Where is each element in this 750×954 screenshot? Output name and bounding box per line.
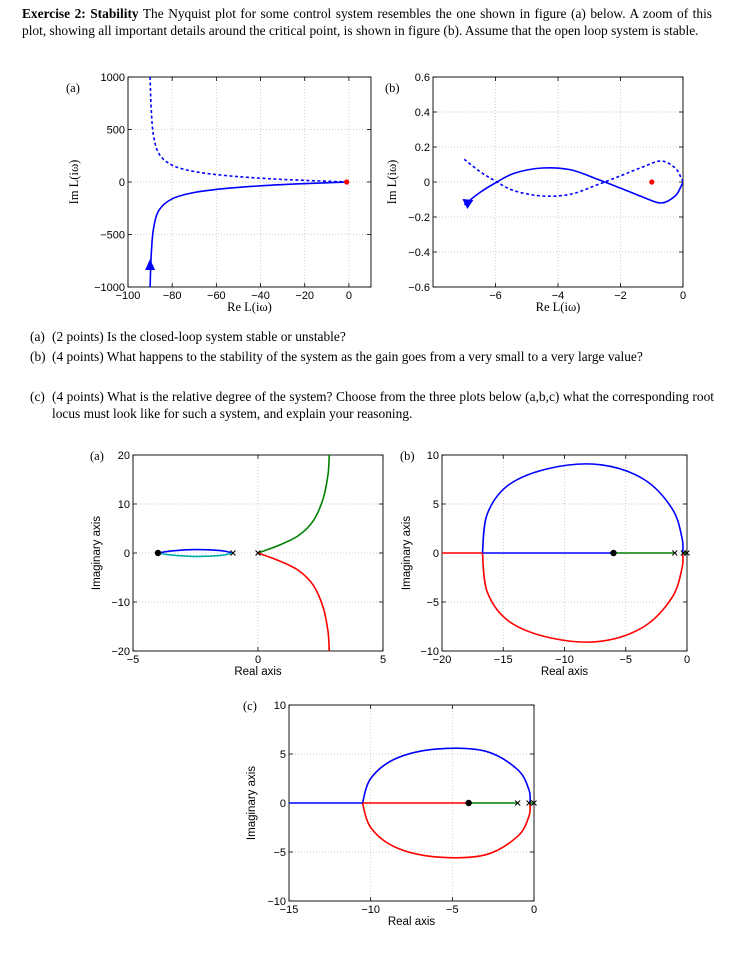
nyquist-b-series-l-i-0 (464, 159, 683, 196)
rootlocus-b-xlabel: Real axis (540, 666, 589, 678)
rootlocus-b-chart (400, 449, 690, 678)
rootlocus-a-ytick-label: 0 (123, 548, 130, 560)
rootlocus-c-ylabel: Imaginary axis (246, 765, 258, 841)
nyquist-b-panel-label: (b) (385, 81, 400, 95)
rootlocus-c-xtick-label: −5 (446, 904, 459, 916)
rootlocus-b-ytick-label: 10 (426, 450, 439, 462)
rootlocus-a-xtick-label: 5 (379, 654, 387, 666)
rootlocus-c-ytick-label: 5 (279, 749, 286, 761)
rootlocus-a-ytick-label: −10 (111, 597, 130, 609)
nyquist-a-panel-label: (a) (66, 81, 80, 95)
nyquist-a-direction-arrow (145, 259, 155, 270)
rootlocus-b-ylabel: Imaginary axis (401, 515, 413, 591)
question-c-label: (c) (30, 389, 45, 404)
nyquist-b-xtick-label: −6 (489, 290, 502, 302)
nyquist-b-ytick-label: 0 (423, 177, 430, 189)
rootlocus-c-xtick-label: −10 (361, 904, 381, 916)
nyquist-b-xtick-label: −2 (614, 290, 627, 302)
rootlocus-c-ytick-label: −10 (267, 896, 286, 908)
question-b (30, 348, 714, 365)
rootlocus-a-series-branch-2 (158, 553, 233, 556)
rootlocus-b-series-branch-1 (482, 464, 683, 553)
rootlocus-c-xtick-label: 0 (530, 904, 538, 916)
rootlocus-a-xlabel: Real axis (234, 666, 282, 678)
rootlocus-a-xtick-label: −5 (126, 654, 140, 666)
rootlocus-b-xtick-label: −20 (432, 654, 452, 666)
nyquist-a-xlabel: Re L(iω) (227, 300, 272, 314)
rootlocus-c-panel-label: (c) (243, 699, 257, 713)
rootlocus-b-xtick-label: −10 (555, 654, 574, 666)
exercise-intro-text: The Nyquist plot for some control system resembles the one shown in figure (a) below. A zoom of this plot, showing all important details around the critical point, is shown in figure (b). Assume that the open loop system is stable. (22, 6, 712, 38)
nyquist-b-xtick-label: 0 (679, 290, 687, 302)
nyquist-a-xtick-label: −100 (115, 290, 141, 302)
rootlocus-c-plot-area (289, 748, 534, 858)
rootlocus-c-series-branch-2 (363, 803, 531, 858)
nyquist-a-ytick-label: 0 (118, 177, 125, 189)
nyquist-a-xtick-label: 0 (345, 290, 352, 302)
rootlocus-b-panel-label: (b) (400, 449, 415, 463)
nyquist-a-ylabel: Im L(iω) (67, 159, 81, 205)
rootlocus-b-ytick-label: 0 (432, 548, 439, 560)
nyquist-b-ytick-label: −0.4 (408, 247, 430, 259)
rootlocus-a-zero-marker (155, 550, 161, 556)
rootlocus-b-series-branch-2 (482, 553, 683, 642)
nyquist-b-xtick-label: −4 (551, 290, 565, 302)
rootlocus-b-ytick-label: −5 (426, 597, 439, 609)
nyquist-b-series-l-i-0 (464, 168, 683, 205)
rootlocus-b-ytick-label: 5 (432, 499, 439, 511)
nyquist-b-xlabel: Re L(iω) (535, 300, 581, 314)
nyquist-b-chart (385, 72, 686, 314)
nyquist-a-ytick-label: −500 (100, 229, 125, 242)
rootlocus-a-ytick-label: 10 (117, 499, 130, 511)
rootlocus-b-zero-marker (610, 550, 616, 556)
nyquist-a-xtick-label: −60 (207, 290, 226, 302)
rootlocus-a-plot-area (158, 455, 329, 651)
rootlocus-a-ytick-label: −20 (111, 646, 130, 658)
question-b-text: (4 points) What happens to the stability of the system as the gain goes from a very small to a very large value? (52, 349, 643, 364)
nyquist-b-ylabel: Im L(iω) (385, 159, 399, 205)
nyquist-a-ytick-label: 500 (106, 124, 125, 137)
rootlocus-c-ytick-label: −5 (273, 847, 286, 859)
nyquist-b-ytick-label: 0.4 (414, 107, 430, 119)
nyquist-a-xtick-label: −40 (251, 290, 270, 302)
nyquist-a-xtick-label: −20 (295, 290, 315, 302)
rootlocus-c-ytick-label: 0 (279, 798, 286, 810)
nyquist-a-ytick-label: 1000 (100, 72, 125, 84)
nyquist-b-ytick-label: −0.6 (408, 282, 430, 294)
rootlocus-c-series-branch-1 (363, 748, 531, 803)
nyquist-a-chart (66, 72, 371, 314)
nyquist-b-ytick-label: −0.2 (408, 212, 430, 224)
rootlocus-c-xtick-label: −15 (279, 904, 299, 916)
question-b-label: (b) (30, 349, 46, 364)
rootlocus-a-series-branch-1 (158, 550, 233, 553)
nyquist-b-critical-point (649, 179, 654, 184)
rootlocus-b-xtick-label: −15 (493, 654, 513, 666)
rootlocus-b-xtick-label: −5 (619, 654, 633, 666)
question-a-text: (2 points) Is the closed-loop system stable or unstable? (52, 329, 346, 344)
question-c-text: (4 points) What is the relative degree of the system? Choose from the three plots below (a,b,c) what the corresponding root locus must look like for such a system, and explain your reasoning. (52, 389, 714, 421)
rootlocus-c-ytick-label: 10 (273, 700, 286, 712)
rootlocus-c-xlabel: Real axis (387, 916, 436, 928)
question-a (30, 328, 714, 345)
question-c (30, 388, 714, 422)
question-a-label: (a) (30, 329, 45, 344)
rootlocus-b-plot-area (442, 464, 687, 642)
nyquist-b-ytick-label: 0.2 (414, 142, 430, 154)
rootlocus-c-chart (243, 699, 537, 928)
rootlocus-b-xtick-label: 0 (683, 654, 691, 666)
rootlocus-a-panel-label: (a) (90, 449, 104, 463)
rootlocus-a-chart (90, 449, 386, 678)
rootlocus-a-xtick-label: 0 (254, 654, 262, 666)
rootlocus-b-ytick-label: −10 (420, 646, 439, 658)
nyquist-a-critical-point (344, 179, 349, 184)
nyquist-a-xtick-label: −80 (162, 290, 182, 302)
rootlocus-c-zero-marker (465, 800, 471, 806)
nyquist-a-ytick-label: −1000 (94, 282, 125, 294)
exercise-title: Exercise 2: Stability (22, 6, 139, 21)
rootlocus-a-ylabel: Imaginary axis (91, 515, 103, 591)
rootlocus-a-ytick-label: 20 (117, 450, 130, 462)
nyquist-b-ytick-label: 0.6 (414, 72, 430, 84)
